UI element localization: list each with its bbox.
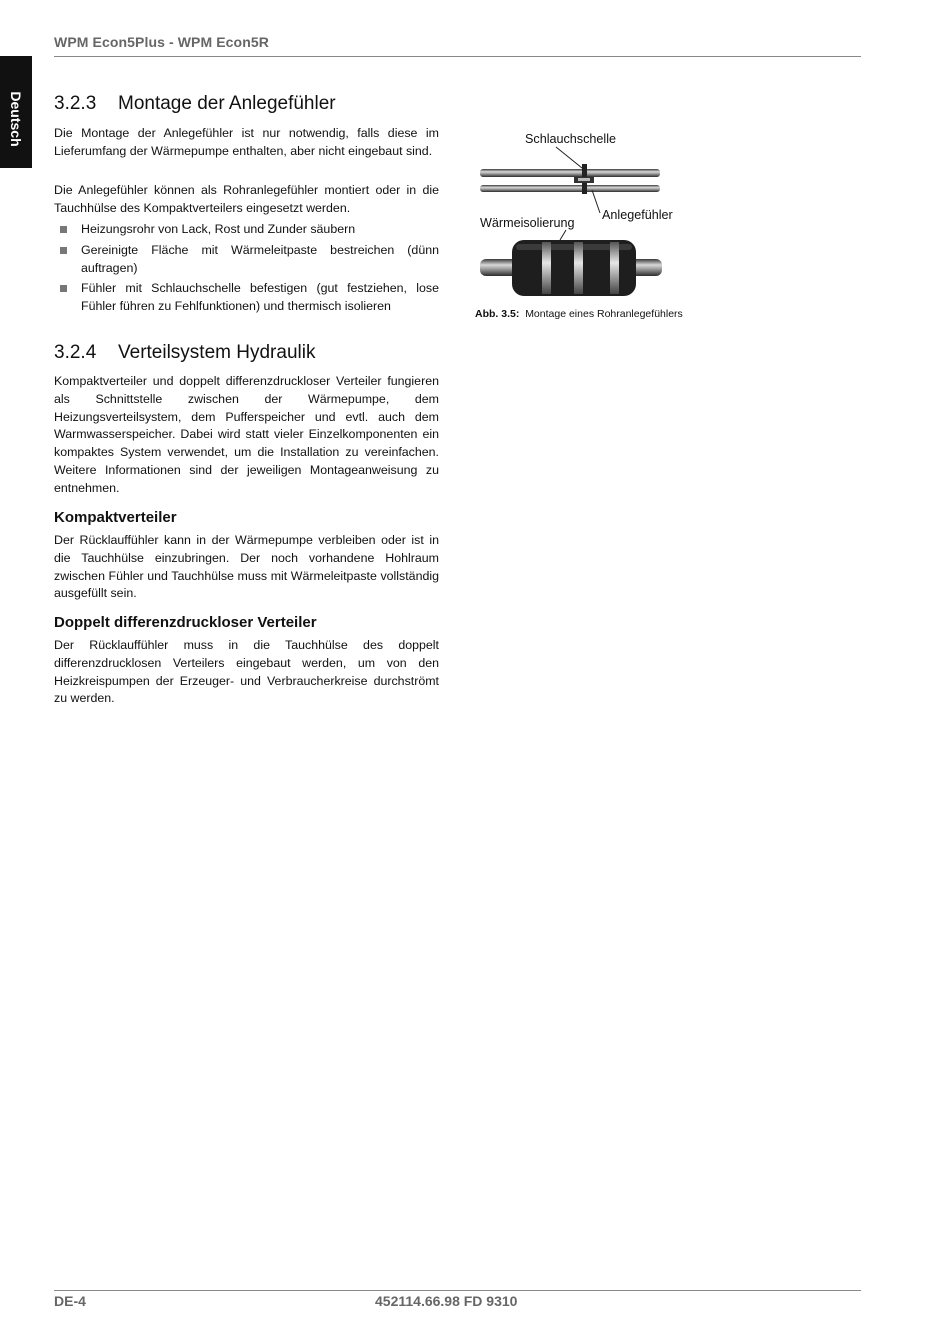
subsection-double-distributor-paragraph: Der Rücklauffühler muss in die Tauchhülse des doppelt differenzdrucklosen Verteilers eingebaut werden, um von den Heizkreispumpen der Erzeuger- und Verbraucherkreise durchströmt zu werden.	[54, 638, 439, 706]
footer-document-number: 452114.66.98 FD 9310	[375, 1293, 518, 1309]
language-side-tab-label: Deutsch	[8, 91, 24, 147]
pipe-sensor-figure	[474, 128, 698, 304]
insulation-band	[574, 242, 583, 294]
section-324-title: Verteilsystem Hydraulik	[118, 342, 316, 363]
bullet-text: Heizungsrohr von Lack, Rost und Zunder säubern	[81, 222, 356, 236]
section-323-title: Montage der Anlegefühler	[118, 93, 336, 114]
bullet-square-icon	[60, 247, 67, 254]
subsection-compact-distributor-paragraph: Der Rücklauffühler kann in der Wärmepumpe verbleiben oder ist in die Tauchhülse einzubringen. Der noch vorhandene Hohlraum zwischen Fühler und Tauchhülse muss mit Wärmeleitpaste vollständig ausgefüllt sein.	[54, 533, 439, 601]
footer-page-number: DE-4	[54, 1293, 86, 1309]
insulation-leader-line	[560, 230, 566, 240]
bullet-square-icon	[60, 285, 67, 292]
figure-caption	[475, 308, 683, 320]
list-item	[54, 242, 439, 278]
sensor-leader-line	[592, 190, 600, 213]
section-323-bullet-list	[54, 221, 439, 319]
section-323-heading	[54, 93, 336, 115]
figure-label-insulation: Wärmeisolierung	[480, 216, 575, 230]
footer-divider	[54, 1290, 861, 1291]
list-item	[54, 221, 439, 239]
section-324-heading	[54, 342, 315, 364]
section-324-paragraph: Kompaktverteiler und doppelt differenzdruckloser Verteiler fungieren als Schnittstelle zwischen der Wärmepumpe, dem Heizungsverteilsystem, dem Pufferspeicher und evtl. auch dem Warmwasserspeicher. Dabei wird statt vieler Einzelkomponenten ein kompaktes System verwendet, um die Installation zu vereinfachen. Weitere Informationen sind der jeweiligen Montageanweisung zu entnehmen.	[54, 374, 439, 495]
subsection-compact-distributor-heading: Kompaktverteiler	[54, 509, 177, 526]
header-divider	[54, 56, 861, 57]
list-item	[54, 280, 439, 316]
figure-label-sensor: Anlegefühler	[602, 208, 673, 222]
upper-pipe-bottom	[480, 185, 660, 192]
subsection-double-distributor-heading: Doppelt differenzdruckloser Verteiler	[54, 614, 317, 631]
running-header-title: WPM Econ5Plus - WPM Econ5R	[54, 34, 269, 50]
figure-label-clamp: Schlauchschelle	[525, 132, 617, 146]
bullet-text: Fühler mit Schlauchschelle befestigen (gut festziehen, lose Fühler führen zu Fehlfunktionen) und thermisch isolieren	[81, 281, 439, 314]
figure-caption-number: Abb. 3.5:	[475, 308, 520, 320]
section-323-number: 3.2.3	[54, 93, 97, 114]
section-323-paragraph-2: Die Anlegefühler können als Rohranlegefühler montiert oder in die Tauchhülse des Kompaktverteilers eingesetzt werden.	[54, 183, 439, 215]
insulation-band	[542, 242, 551, 294]
clamp-leader-line	[556, 147, 582, 168]
bullet-text: Gereinigte Fläche mit Wärmeleitpaste bestreichen (dünn auftragen)	[81, 242, 439, 275]
section-324-number: 3.2.4	[54, 342, 97, 363]
upper-pipe-top	[480, 169, 660, 177]
bullet-square-icon	[60, 226, 67, 233]
figure-caption-text: Montage eines Rohranlegefühlers	[525, 308, 683, 320]
section-323-paragraph-1: Die Montage der Anlegefühler ist nur notwendig, falls diese im Lieferumfang der Wärmepumpe enthalten, aber nicht eingebaut sind.	[54, 126, 439, 158]
insulation-band	[610, 242, 619, 294]
